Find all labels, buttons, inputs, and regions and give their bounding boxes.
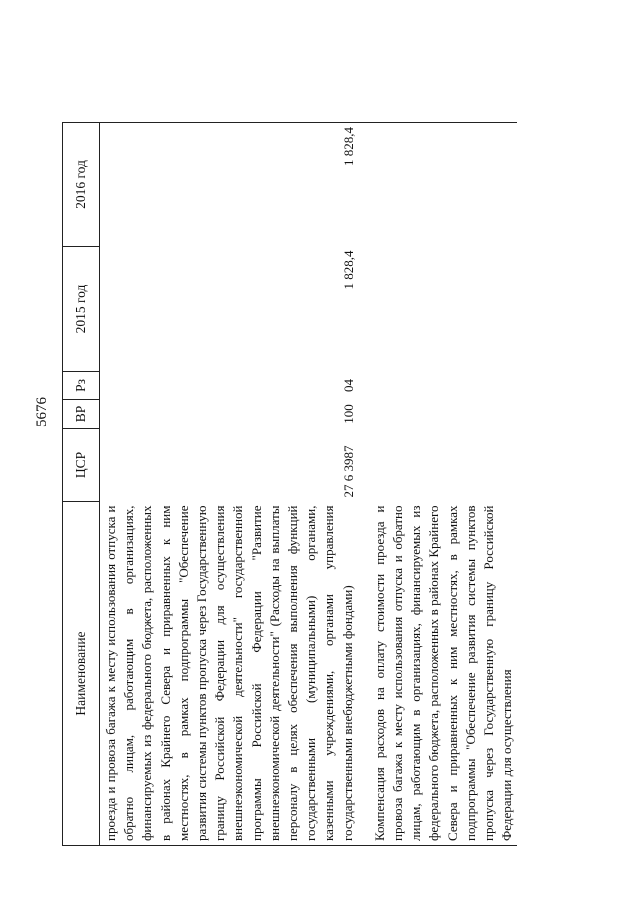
row1-2015: 1 828,4 [340, 250, 356, 290]
row1-csr: 27 6 3987 [340, 445, 356, 498]
row1-rz: 04 [340, 379, 356, 392]
header-name: Наименование [63, 502, 100, 846]
row1-name: проезда и провоза багажа к месту использования отпуска и обратно лицам, работающим в организациях, финансируемых из федерального бюджета, расположенных в районах Крайнего Севера и приравненных к ним местностях, в рамках подпрограммы "Обеспечение развития системы пунктов пропуска через Государственную границу Российской Федерации для осуществления внешнеэкономической деятельности" государственной программы Российской Федерации "Развитие внешнеэкономической деятельности" (Расходы на выплаты персоналу в целях обеспечения выполнения функций государственными (муниципальными) органами, казенными учреждениями, органами управления государственными внебюджетными фондами) [100, 502, 358, 846]
header-2015: 2015 год [63, 247, 100, 372]
row2-name: Компенсация расходов на оплату стоимости проезда и провоза багажа к месту использования отпуска и обратно лицам, работающим в организациях, финансируемых из федерального бюджета, расположенных в районах Крайнего Севера и приравненных к ним местностях, в рамках подпрограммы "Обеспечение развития системы пунктов пропуска через Государственную границу Российской Федерации для осуществления [369, 502, 518, 846]
table-row [369, 123, 518, 846]
row-gap [358, 123, 369, 846]
header-2016: 2016 год [63, 123, 100, 247]
header-csr: ЦСР [63, 429, 100, 502]
header-vr: ВР [63, 400, 100, 429]
budget-table [62, 122, 517, 846]
row1-vr: 100 [340, 404, 356, 424]
row1-2016: 1 828,4 [100, 123, 358, 247]
header-rz: Рз [63, 372, 100, 400]
page-number: 5676 [34, 397, 50, 427]
table-row [100, 123, 358, 846]
table-header-row [63, 123, 100, 846]
